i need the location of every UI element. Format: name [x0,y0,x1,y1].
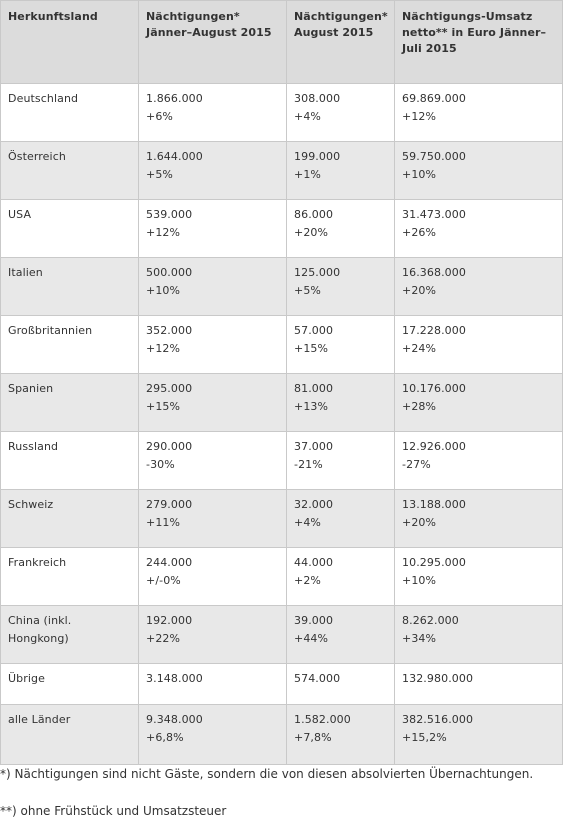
value-cell [395,705,563,765]
country-cell: USA [1,200,139,258]
table-row [1,606,563,664]
value-change: +10% [146,284,181,297]
country-cell: Deutschland [1,84,139,142]
country-cell: Spanien [1,374,139,432]
value-number: 1.644.000 [146,150,203,163]
value-change: +44% [294,632,329,645]
value-cell [395,548,563,606]
value-number: 8.262.000 [402,614,459,627]
table-row [1,142,563,200]
value-change: +11% [146,516,181,529]
country-cell: Großbritannien [1,316,139,374]
value-cell [395,664,563,705]
value-number: 69.869.000 [402,92,466,105]
value-change: -21% [294,458,323,471]
footnotes [0,766,565,819]
value-cell [395,200,563,258]
value-change: +13% [294,400,329,413]
value-change: -30% [146,458,175,471]
value-number: 279.000 [146,498,193,511]
value-cell [287,142,395,200]
header-country: Herkunftsland [1,1,139,84]
value-change: +15% [146,400,181,413]
value-change: -27% [402,458,431,471]
table-row [1,432,563,490]
value-number: 37.000 [294,440,334,453]
value-cell [287,200,395,258]
value-cell [139,548,287,606]
value-cell [139,258,287,316]
value-number: 31.473.000 [402,208,466,221]
table-row [1,84,563,142]
value-cell [139,606,287,664]
country-cell: Schweiz [1,490,139,548]
country-cell: Russland [1,432,139,490]
value-number: 132.980.000 [402,672,474,685]
value-number: 12.926.000 [402,440,466,453]
country-cell: Italien [1,258,139,316]
value-number: 9.348.000 [146,713,203,726]
value-number: 125.000 [294,266,341,279]
value-change: +6% [146,110,173,123]
value-change: +5% [146,168,173,181]
table-header [1,1,563,84]
value-cell [139,316,287,374]
value-change: +26% [402,226,437,239]
value-change: +7,8% [294,731,332,744]
country-cell: China (inkl. Hongkong) [1,606,139,664]
value-change: +4% [294,516,321,529]
table-row [1,548,563,606]
country-cell: Übrige [1,664,139,705]
value-cell [287,490,395,548]
value-number: 308.000 [294,92,341,105]
value-change: +6,8% [146,731,184,744]
value-cell [139,374,287,432]
value-number: 352.000 [146,324,193,337]
value-cell [395,606,563,664]
table-row [1,705,563,765]
value-cell [395,432,563,490]
value-number: 1.866.000 [146,92,203,105]
value-cell [287,705,395,765]
value-change: +12% [402,110,437,123]
value-number: 500.000 [146,266,193,279]
value-number: 81.000 [294,382,334,395]
table-row [1,258,563,316]
value-cell [139,432,287,490]
value-cell [139,84,287,142]
value-number: 39.000 [294,614,334,627]
table-row [1,374,563,432]
value-change: +24% [402,342,437,355]
value-change: +28% [402,400,437,413]
value-change: +22% [146,632,181,645]
value-change: +2% [294,574,321,587]
value-change: +15,2% [402,731,447,744]
value-number: 13.188.000 [402,498,466,511]
value-change: +10% [402,574,437,587]
value-change: +15% [294,342,329,355]
value-cell [287,548,395,606]
value-cell [287,258,395,316]
value-cell [139,490,287,548]
country-cell: Österreich [1,142,139,200]
value-change: +12% [146,342,181,355]
value-number: 57.000 [294,324,334,337]
value-cell [139,142,287,200]
value-number: 192.000 [146,614,193,627]
value-cell [287,316,395,374]
value-number: 3.148.000 [146,672,203,685]
value-change: +1% [294,168,321,181]
value-change: +12% [146,226,181,239]
value-change: +5% [294,284,321,297]
value-cell [395,84,563,142]
value-cell [287,664,395,705]
header-revenue: Nächtigungs-Umsatz netto** in Euro Jänner–Juli 2015 [395,1,563,84]
value-change: +20% [294,226,329,239]
table-body [1,84,563,765]
value-number: 1.582.000 [294,713,351,726]
value-cell [287,84,395,142]
value-change: +20% [402,284,437,297]
value-number: 244.000 [146,556,193,569]
value-cell [287,374,395,432]
table-row [1,490,563,548]
value-cell [139,200,287,258]
value-cell [395,374,563,432]
value-cell [395,316,563,374]
value-number: 382.516.000 [402,713,474,726]
value-cell [287,606,395,664]
country-cell: Frankreich [1,548,139,606]
footnote-revenue: **) ohne Frühstück und Umsatzsteuer [0,804,227,818]
value-change: +20% [402,516,437,529]
value-cell [139,705,287,765]
value-cell [287,432,395,490]
value-number: 10.176.000 [402,382,466,395]
value-cell [395,258,563,316]
value-change: +/-0% [146,574,181,587]
value-number: 16.368.000 [402,266,466,279]
value-number: 199.000 [294,150,341,163]
value-change: +4% [294,110,321,123]
value-cell [395,490,563,548]
country-cell: alle Länder [1,705,139,765]
value-cell [139,664,287,705]
value-number: 17.228.000 [402,324,466,337]
value-number: 574.000 [294,672,341,685]
value-change: +10% [402,168,437,181]
header-stays-aug: Nächtigungen* August 2015 [287,1,395,84]
value-number: 59.750.000 [402,150,466,163]
table-row [1,316,563,374]
header-row [1,1,563,84]
value-number: 539.000 [146,208,193,221]
value-number: 295.000 [146,382,193,395]
table-row [1,664,563,705]
value-cell [395,142,563,200]
value-number: 44.000 [294,556,334,569]
header-stays-jan-aug: Nächtigungen* Jänner–August 2015 [139,1,287,84]
table-row [1,200,563,258]
value-number: 32.000 [294,498,334,511]
value-change: +34% [402,632,437,645]
value-number: 86.000 [294,208,334,221]
footnote-overnight-stays: *) Nächtigungen sind nicht Gäste, sondern die von diesen absolvierten Übernachtungen. [0,767,534,781]
value-number: 290.000 [146,440,193,453]
value-number: 10.295.000 [402,556,466,569]
